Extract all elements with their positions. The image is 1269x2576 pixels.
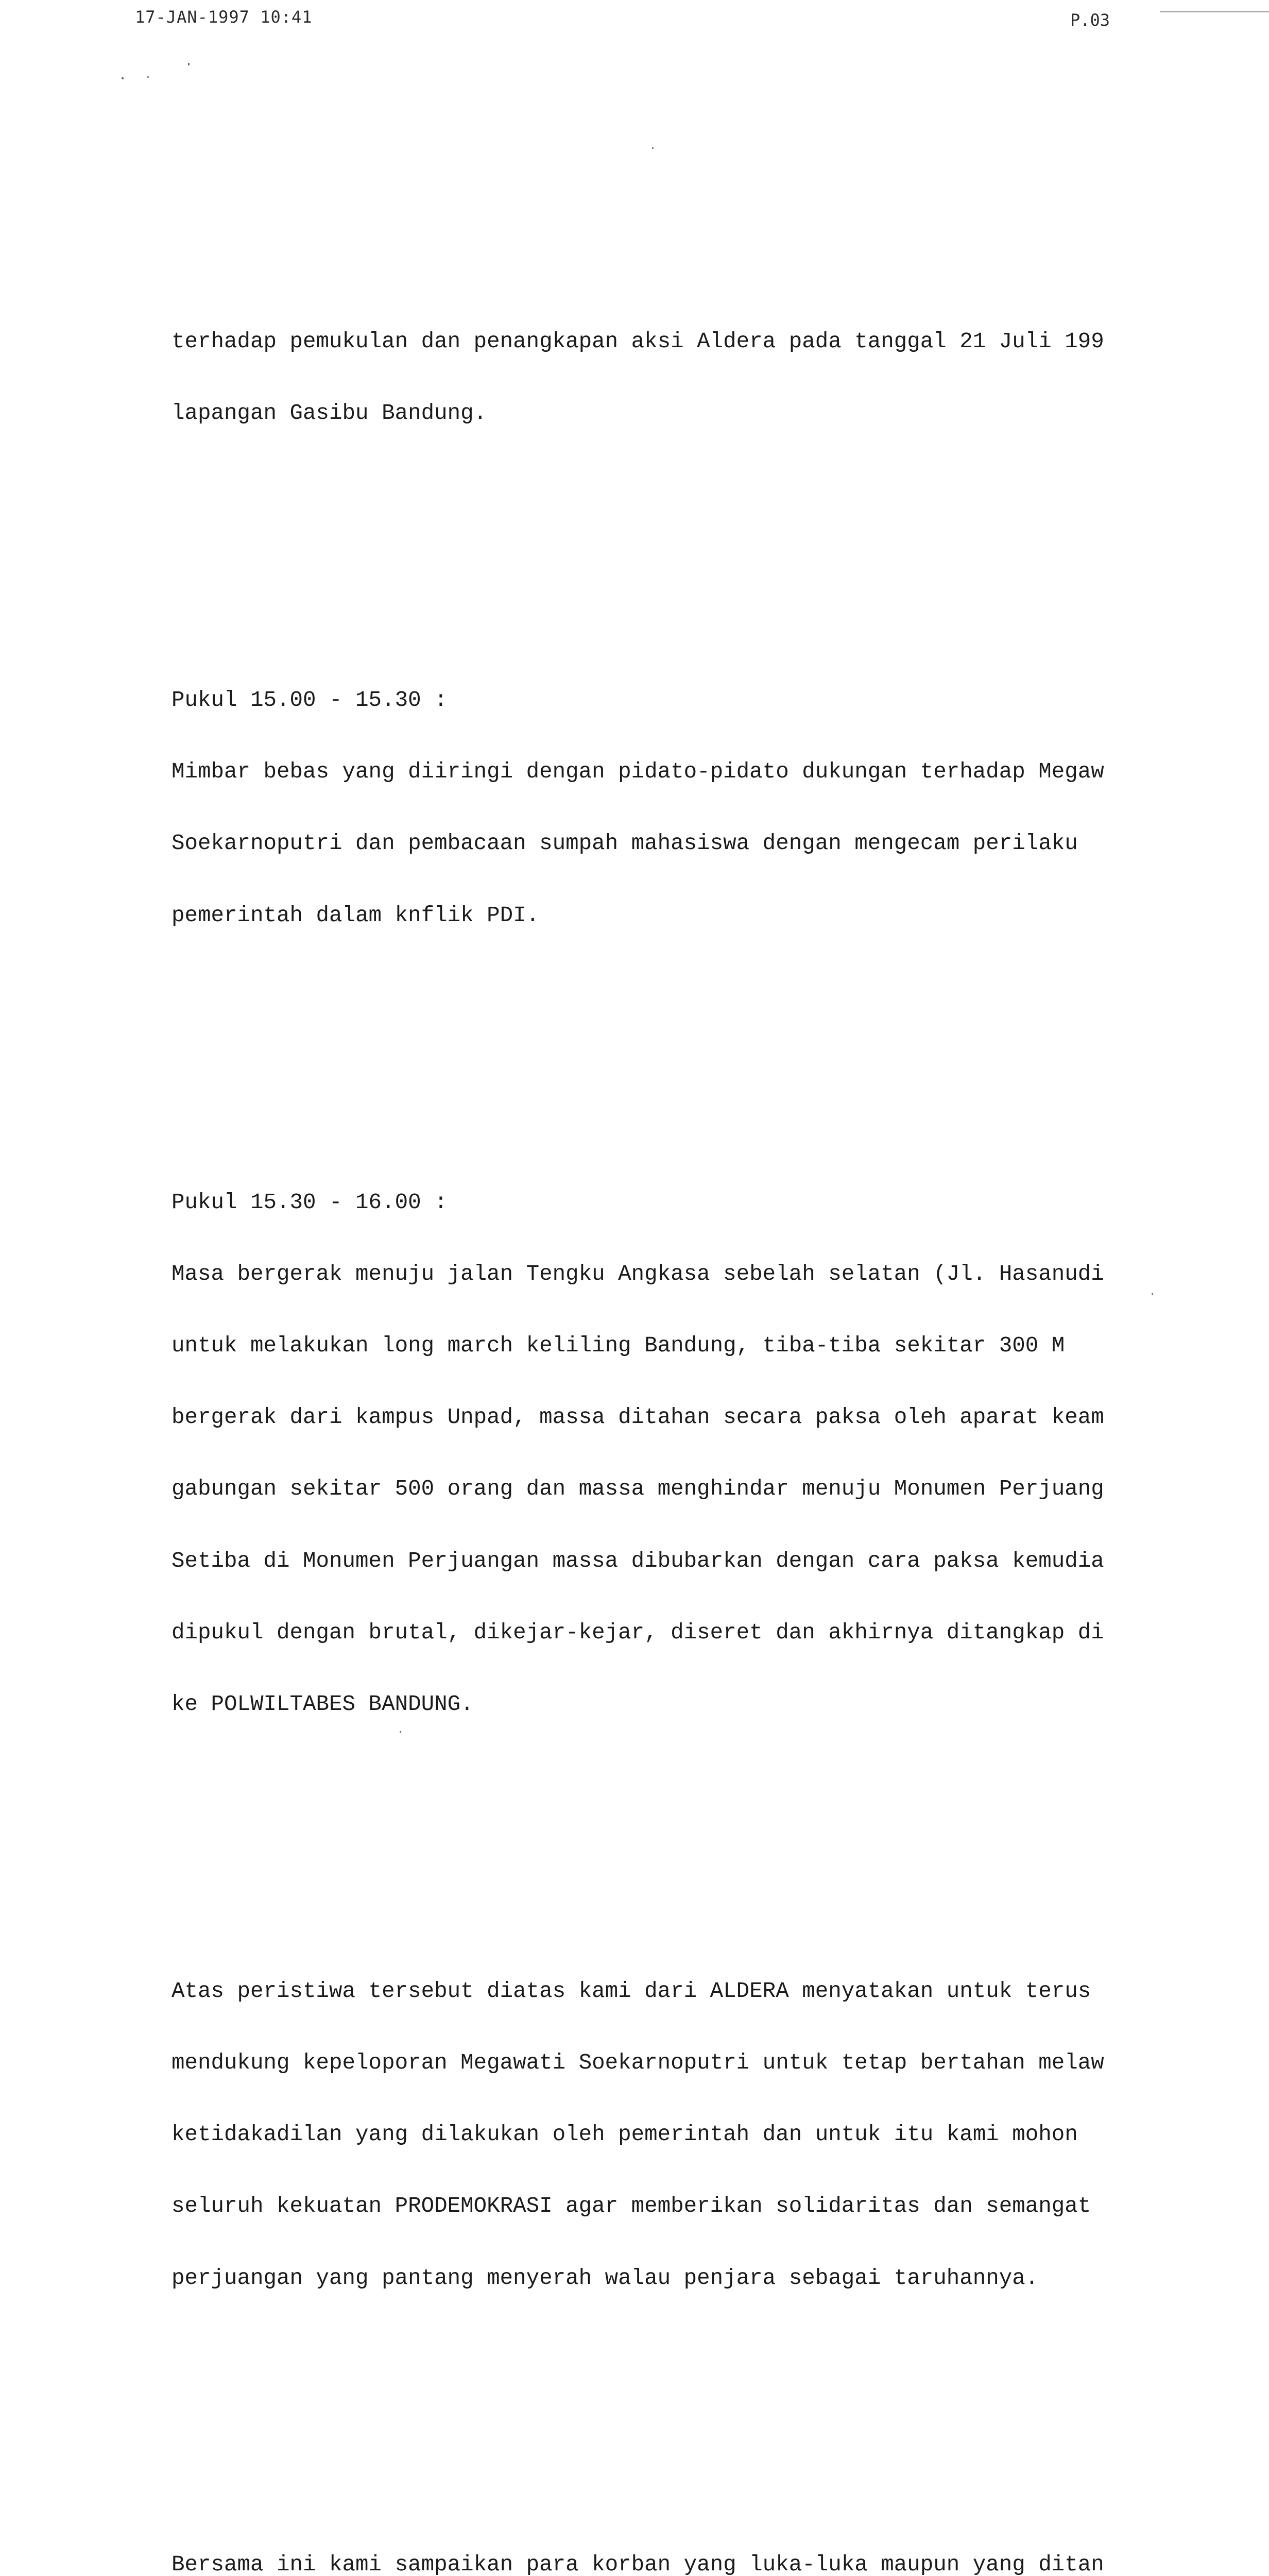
text-line: seluruh kekuatan PRODEMOKRASI agar memberikan solidaritas dan semangat xyxy=(172,2194,1091,2219)
text-line: mendukung kepeloporan Megawati Soekarnoputri untuk tetap bertahan melaw xyxy=(172,2050,1104,2075)
text-line: Masa bergerak menuju jalan Tengku Angkasa sebelah selatan (Jl. Hasanudi xyxy=(172,1261,1104,1286)
text-line: Mimbar bebas yang diiringi dengan pidato-pidato dukungan terhadap Megaw xyxy=(172,759,1104,785)
text-line: Atas peristiwa tersebut diatas kami dari ALDERA menyatakan untuk terus xyxy=(172,1978,1091,2004)
section-15-00 xyxy=(172,640,1258,975)
text-line: ketidakadilan yang dilakukan oleh pemerintah dan untuk itu kami mohon xyxy=(172,2122,1078,2147)
statement-paragraph xyxy=(172,1931,1258,2338)
text-line: terhadap pemukulan dan penangkapan aksi Aldera pada tanggal 21 Juli 199 xyxy=(172,329,1104,354)
fax-header xyxy=(0,7,1269,33)
section-15-30 xyxy=(172,1143,1258,1764)
text-line: untuk melakukan long march keliling Bandung, tiba-tiba sekitar 300 M xyxy=(172,1333,1065,1358)
text-line: ke POLWILTABES BANDUNG. xyxy=(172,1691,474,1717)
text-line: pemerintah dalam knflik PDI. xyxy=(172,903,540,928)
scan-speck xyxy=(122,77,124,79)
fax-timestamp: 17-JAN-1997 10:41 xyxy=(135,7,313,27)
scan-speck xyxy=(188,63,190,65)
victims-intro-paragraph xyxy=(172,2505,1258,2576)
scan-speck xyxy=(652,147,654,149)
section-heading: Pukul 15.00 - 15.30 : xyxy=(172,688,448,713)
text-line: dipukul dengan brutal, dikejar-kejar, diseret dan akhirnya ditangkap di xyxy=(172,1620,1104,1645)
text-line: lapangan Gasibu Bandung. xyxy=(172,401,487,426)
text-line: perjuangan yang pantang menyerah walau penjara sebagai taruhannya. xyxy=(172,2265,1039,2291)
text-line: gabungan sekitar 500 orang dan massa menghindar menuju Monumen Perjuang xyxy=(172,1477,1104,1502)
scan-speck xyxy=(147,76,149,78)
text-line: Bersama ini kami sampaikan para korban yang luka-luka maupun yang ditan xyxy=(172,2552,1104,2576)
text-line: Setiba di Monumen Perjuangan massa dibubarkan dengan cara paksa kemudia xyxy=(172,1548,1104,1573)
text-line: bergerak dari kampus Unpad, massa ditahan secara paksa oleh aparat keam xyxy=(172,1405,1104,1430)
text-line: Soekarnoputri dan pembacaan sumpah mahasiswa dengan mengecam perilaku xyxy=(172,831,1078,856)
section-heading: Pukul 15.30 - 16.00 : xyxy=(172,1190,448,1215)
opening-paragraph xyxy=(172,282,1258,473)
fax-page-number: P.03 xyxy=(1070,10,1110,30)
document-body xyxy=(172,210,1258,2576)
header-rule xyxy=(1160,11,1269,12)
